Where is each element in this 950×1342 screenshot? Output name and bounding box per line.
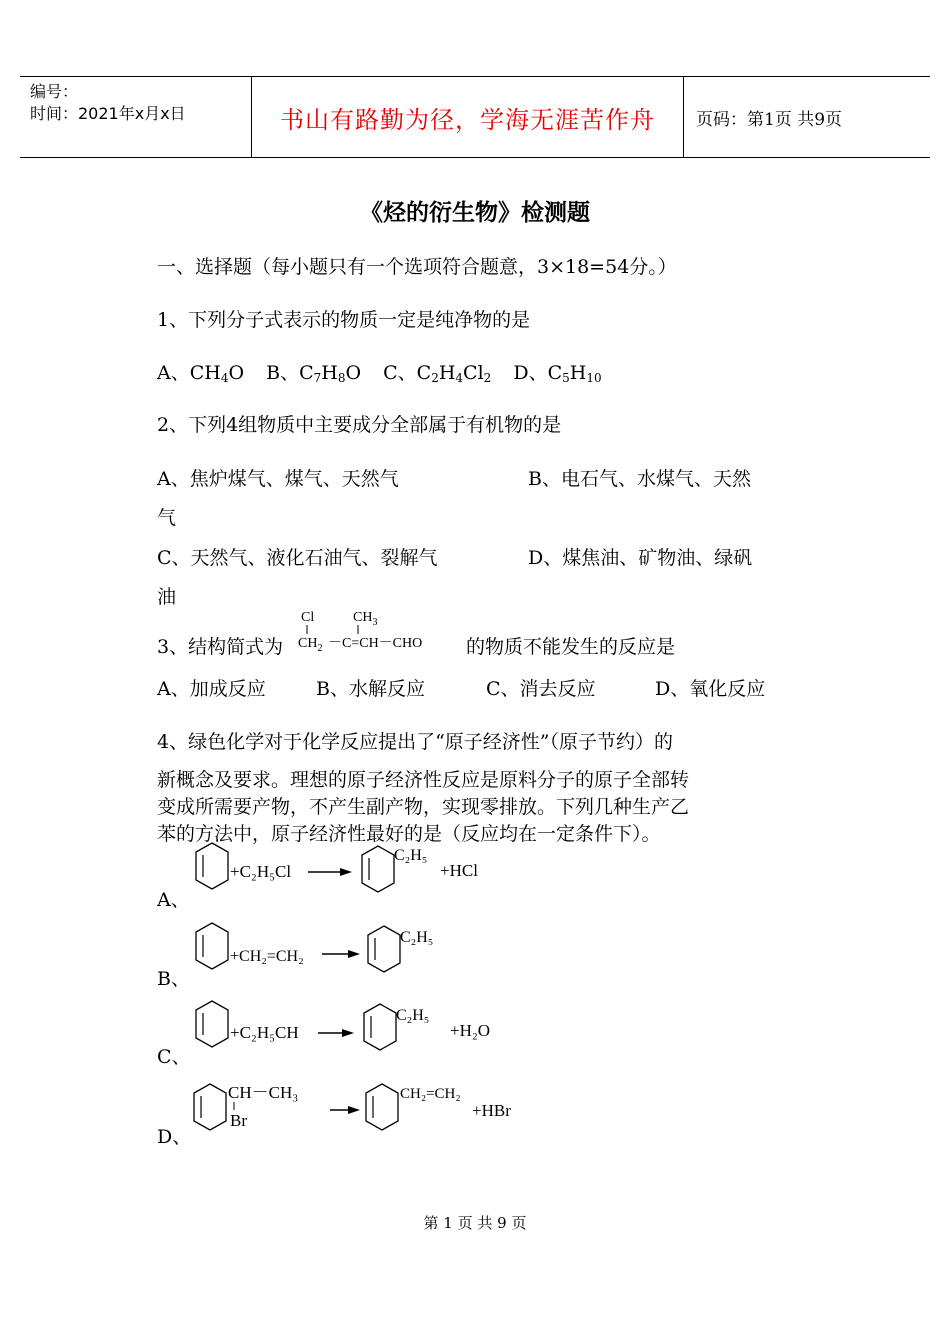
header-page-label: 页码：第1页 共9页 [696, 109, 843, 130]
q4-c-byproduct: +H₂O [450, 1021, 491, 1040]
q4-c-reactant: +C₂H₅CH [230, 1023, 299, 1042]
q3-option-d: D、氧化反应 [655, 678, 766, 700]
q4-a-byproduct: +HCl [440, 861, 478, 880]
benzene-ring-icon [368, 926, 400, 972]
q2-option-a: A、焦炉煤气、煤气、天然气 [157, 468, 399, 490]
q1-options [157, 358, 602, 385]
q4-reaction-c [190, 996, 520, 1060]
q2-option-b: B、电石气、水煤气、天然 [528, 468, 751, 490]
benzene-ring-icon [196, 843, 228, 889]
q4-b-reactant: +CH₂=CH₂ [230, 948, 304, 965]
q4-d-product-group: CH₂=CH₂ [400, 1086, 461, 1102]
q3-option-a: A、加成反应 [157, 678, 266, 700]
benzene-ring-icon [194, 1084, 226, 1130]
reaction-arrow-icon [330, 1106, 360, 1114]
q4-c-product-group: C₂H₅ [396, 1007, 430, 1024]
q2-option-d: D、煤焦油、矿物油、绿矾 [528, 547, 753, 569]
benzene-ring-icon [196, 1001, 228, 1047]
q3-stem-post: 的物质不能发生的反应是 [466, 636, 676, 658]
page-footer: 第 1 页 共 9 页 [423, 1214, 527, 1232]
q4-a-reactant: +C₂H₅Cl [230, 862, 292, 881]
q4-b-product-group: C₂H₅ [400, 929, 434, 946]
q1-option-c: C、$C_2H_4Cl_2$ [383, 362, 492, 385]
q3-structural-formula [298, 604, 468, 656]
benzene-ring-icon [362, 846, 394, 892]
q1-option-b: B、$C_7H_8O$ [266, 362, 362, 385]
q4-line-4: 苯的方法中，原子经济性最好的是（反应均在一定条件下）。 [157, 823, 661, 845]
document-header [20, 76, 930, 158]
q4-reaction-b [190, 918, 510, 982]
header-motto: 书山有路勤为径，学海无涯苦作舟 [251, 77, 684, 157]
header-number-label: 编号： [30, 82, 79, 101]
q3-option-c: C、消去反应 [486, 678, 596, 700]
section-heading: 一、选择题（每小题只有一个选项符合题意，3×18=54分。） [157, 256, 677, 278]
q3-formula-rest: －C=CH－CHO [328, 636, 423, 651]
q1-stem: 1、下列分子式表示的物质一定是纯净物的是 [157, 309, 531, 331]
header-time-label: 时间：2021年x月x日 [30, 104, 186, 123]
q2-option-c: C、天然气、液化石油气、裂解气 [157, 547, 438, 569]
q4-option-b-label: B、 [157, 968, 190, 990]
q2-option-d-cont: 油 [157, 586, 177, 608]
q4-d-reactant-group: CH－CH₃ [228, 1083, 299, 1102]
q4-option-a-label: A、 [157, 889, 190, 911]
benzene-ring-icon [366, 1084, 398, 1130]
q4-line-3: 变成所需要产物，不产生副产物，实现零排放。下列几种生产乙 [157, 796, 690, 818]
q4-line-1: 4、绿色化学对于化学反应提出了“原子经济性”（原子节约）的 [157, 731, 674, 753]
q1-option-a: A、$CH_4O$ [157, 362, 245, 385]
benzene-ring-icon [196, 923, 228, 969]
header-meta [20, 77, 250, 157]
q3-formula-cl: Cl [301, 610, 315, 625]
q1-option-d: D、$C_5H_{10}$ [513, 362, 602, 385]
q2-stem: 2、下列4组物质中主要成分全部属于有机物的是 [157, 414, 562, 436]
reaction-arrow-icon [322, 950, 360, 958]
q4-d-reactant-br: Br [230, 1111, 247, 1130]
benzene-ring-icon [364, 1004, 396, 1050]
q3-formula-ch3: $CH_3$ [353, 610, 378, 628]
reaction-arrow-icon [318, 1029, 354, 1037]
q4-reaction-a [190, 838, 510, 902]
q4-option-c-label: C、 [157, 1046, 191, 1068]
q2-option-b-cont: 气 [157, 507, 177, 529]
q4-d-byproduct: +HBr [472, 1101, 511, 1120]
q4-line-2: 新概念及要求。理想的原子经济性反应是原料分子的原子全部转 [157, 769, 690, 791]
q3-option-b: B、水解反应 [316, 678, 425, 700]
q4-option-d-label: D、 [157, 1126, 192, 1148]
q3-formula-ch2: $CH_2$ [298, 636, 323, 654]
page-title: 《烃的衍生物》检测题 [360, 199, 590, 226]
q4-a-product-group: C₂H₅ [394, 847, 428, 864]
q4-reaction-d [190, 1076, 540, 1146]
q3-stem-pre: 3、结构简式为 [157, 636, 284, 658]
reaction-arrow-icon [308, 868, 352, 876]
